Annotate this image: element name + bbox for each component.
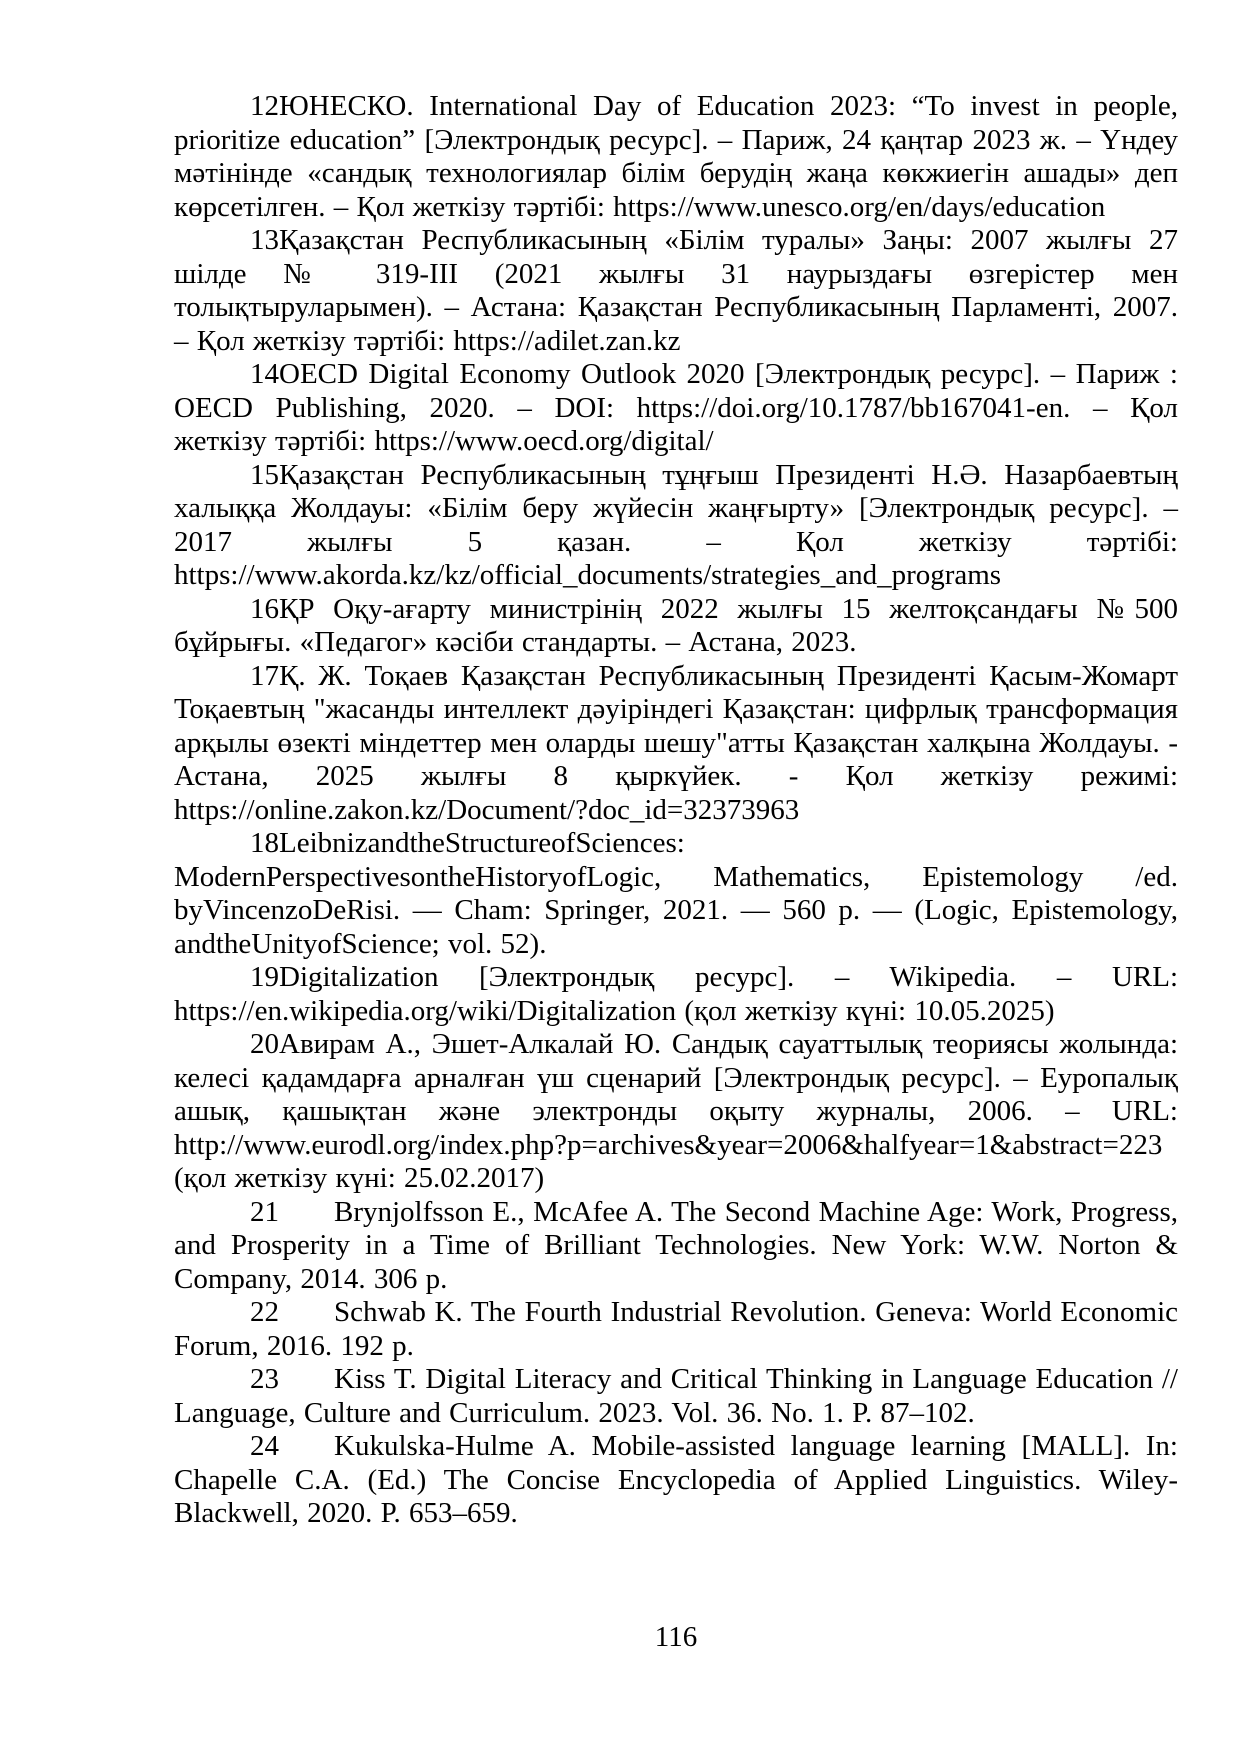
reference-number: 19 [250, 961, 279, 993]
references-list [174, 90, 1178, 1531]
reference-number: 13 [250, 224, 279, 256]
reference-text: Kukulska-Hulme A. Mobile-assisted language learning [MALL]. In: Chapelle C.A. (Ed.) The Concise Encyclopedia of Applied Linguistics. Wiley-Blackwell, 2020. P. 653–659. [174, 1430, 1178, 1529]
reference-number: 17 [250, 659, 279, 692]
reference-entry [174, 459, 1178, 593]
reference-entry [174, 827, 1178, 961]
reference-text: OECD Digital Economy Outlook 2020 [Электрондық ресурс]. – Париж : OECD Publishing, 2020. – DOI: https://doi.org/10.1787/bb167041-en. – Қол жеткізу тәртібі: https://www.oecd.org/digital/ [174, 358, 1178, 457]
reference-text: Digitalization [Электрондық ресурс]. – Wikipedia. – URL: https://en.wikipedia.org/wiki/Digitalization (қол жеткізу күні: 10.05.2025) [174, 961, 1178, 1027]
reference-text: Қазақстан Республикасының тұңғыш Президенті Н.Ә. Назарбаевтың халыққа Жолдауы: «Білім беру жүйесін жаңғырту» [Электрондық ресурс]. – 2017 жылғы 5 қазан. – Қол жеткізу тәртібі: https://www.akorda.kz/kz/official_documents/strategies_and_programs [174, 458, 1178, 591]
reference-text: Қазақстан Республикасының «Білім туралы» Заңы: 2007 жылғы 27 шілде № 319-III (2021 жылғы 31 наурыздағы өзгерістер мен толықтыруларымен). – Астана: Қазақстан Республикасының Парламенті, 2007. – Қол жеткізу тәртібі: https://adilet.zan.kz [174, 224, 1178, 357]
reference-entry [174, 1363, 1178, 1430]
reference-entry [174, 961, 1178, 1028]
reference-text: Schwab K. The Fourth Industrial Revolution. Geneva: World Economic Forum, 2016. 192 p. [174, 1296, 1178, 1362]
reference-text: Авирам А., Эшет-Алкалай Ю. Сандық сауаттылық теориясы жолында: келесі қадамдарға арналған үш сценарий [Электрондық ресурс]. – Еуропалық ашық, қашықтан және электронды оқыту журналы, 2006. – URL: http://www.eurodl.org/index.php?p=archives&year=2006&halfyear=1&abstract=223 (қол жеткізу күні: 25.02.2017) [174, 1028, 1178, 1194]
reference-entry [174, 1196, 1178, 1297]
reference-entry [174, 224, 1178, 358]
reference-text: Қ. Ж. Тоқаев Қазақстан Республикасының Президенті Қасым-Жомарт Тоқаевтың "жасанды интеллект дәуіріндегі Қазақстан: цифрлық трансформация арқылы өзекті міндеттер мен оларды шешу"атты Қазақстан халқына Жолдауы. - Астана, 2025 жылғы 8 қыркүйек. - Қол жеткізу режимі: https://online.zakon.kz/Document/?doc_id=32373963 [174, 659, 1178, 826]
reference-entry [174, 1028, 1178, 1196]
reference-text: ЮНЕСКО. International Day of Education 2023: “To invest in people, prioritize education” [Электрондық ресурс]. – Париж, 24 қаңтар 2023 ж. – Үндеу мәтінінде «сандық технологиялар білім берудің жаңа көкжиегін ашады» деп көрсетілген. – Қол жеткізу тәртібі: https://www.unesco.org/en/days/education [174, 90, 1178, 223]
reference-entry [174, 660, 1178, 828]
reference-number: 24 [250, 1430, 279, 1462]
reference-number: 22 [250, 1296, 279, 1328]
reference-entry [174, 358, 1178, 459]
reference-entry [174, 90, 1178, 224]
reference-number: 23 [250, 1363, 279, 1395]
reference-number: 21 [250, 1195, 279, 1228]
reference-entry [174, 1430, 1178, 1531]
reference-text: Brynjolfsson E., McAfee A. The Second Machine Age: Work, Progress, and Prosperity in a Time of Brilliant Technologies. New York: W.W. Norton & Company, 2014. 306 p. [174, 1195, 1178, 1295]
reference-text: ҚР Оқу-ағарту министрінің 2022 жылғы 15 желтоқсандағы №500 бұйрығы. «Педагог» кәсіби стандарты. – Астана, 2023. [174, 592, 1178, 658]
reference-number: 12 [250, 90, 279, 122]
reference-entry [174, 1296, 1178, 1363]
page-number: 116 [654, 1621, 698, 1653]
reference-number: 14 [250, 358, 279, 390]
reference-text: LeibnizandtheStructureofSciences: ModernPerspectivesontheHistoryofLogic, Mathematics, Epistemology /ed. byVincenzoDeRisi. — Cham: Springer, 2021. — 560 p. — (Logic, Epistemology, andtheUnityofScience; vol. 52). [174, 827, 1178, 960]
reference-number: 20 [250, 1028, 279, 1060]
reference-number: 18 [250, 827, 279, 859]
reference-entry [174, 593, 1178, 660]
reference-text: Kiss T. Digital Literacy and Critical Thinking in Language Education // Language, Culture and Curriculum. 2023. Vol. 36. No. 1. P. 87–102. [174, 1363, 1178, 1429]
reference-number: 15 [250, 458, 279, 491]
reference-number: 16 [250, 592, 279, 625]
